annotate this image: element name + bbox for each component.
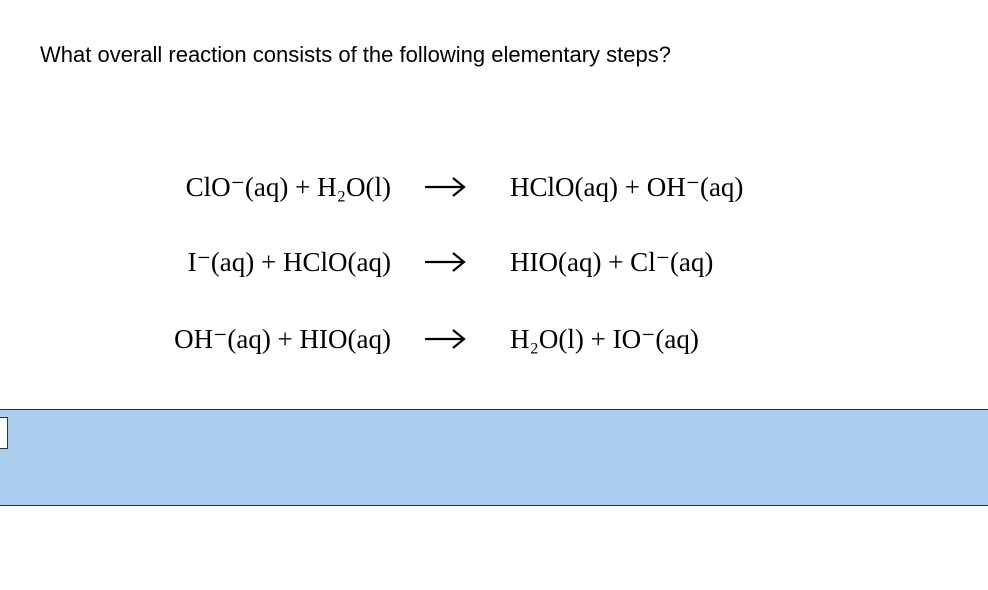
reaction-arrow-icon	[424, 328, 466, 350]
answer-input[interactable]	[0, 417, 8, 449]
answer-area[interactable]	[0, 409, 988, 506]
step-1-reactants: ClO⁻(aq) + H₂O(l)	[185, 172, 391, 202]
step-2-reactants: I⁻(aq) + HClO(aq)	[187, 247, 391, 277]
reaction-arrow-icon	[424, 176, 466, 198]
reaction-arrow-icon	[424, 251, 466, 273]
step-3-reactants: OH⁻(aq) + HIO(aq)	[174, 324, 391, 354]
step-1-products: HClO(aq) + OH⁻(aq)	[510, 172, 744, 202]
reaction-step-1	[0, 162, 988, 212]
reaction-step-3	[0, 314, 988, 364]
step-3-products: H₂O(l) + IO⁻(aq)	[510, 324, 699, 354]
step-2-products: HIO(aq) + Cl⁻(aq)	[510, 247, 714, 277]
reaction-step-2	[0, 237, 988, 287]
question-text: What overall reaction consists of the following elementary steps?	[40, 42, 671, 67]
